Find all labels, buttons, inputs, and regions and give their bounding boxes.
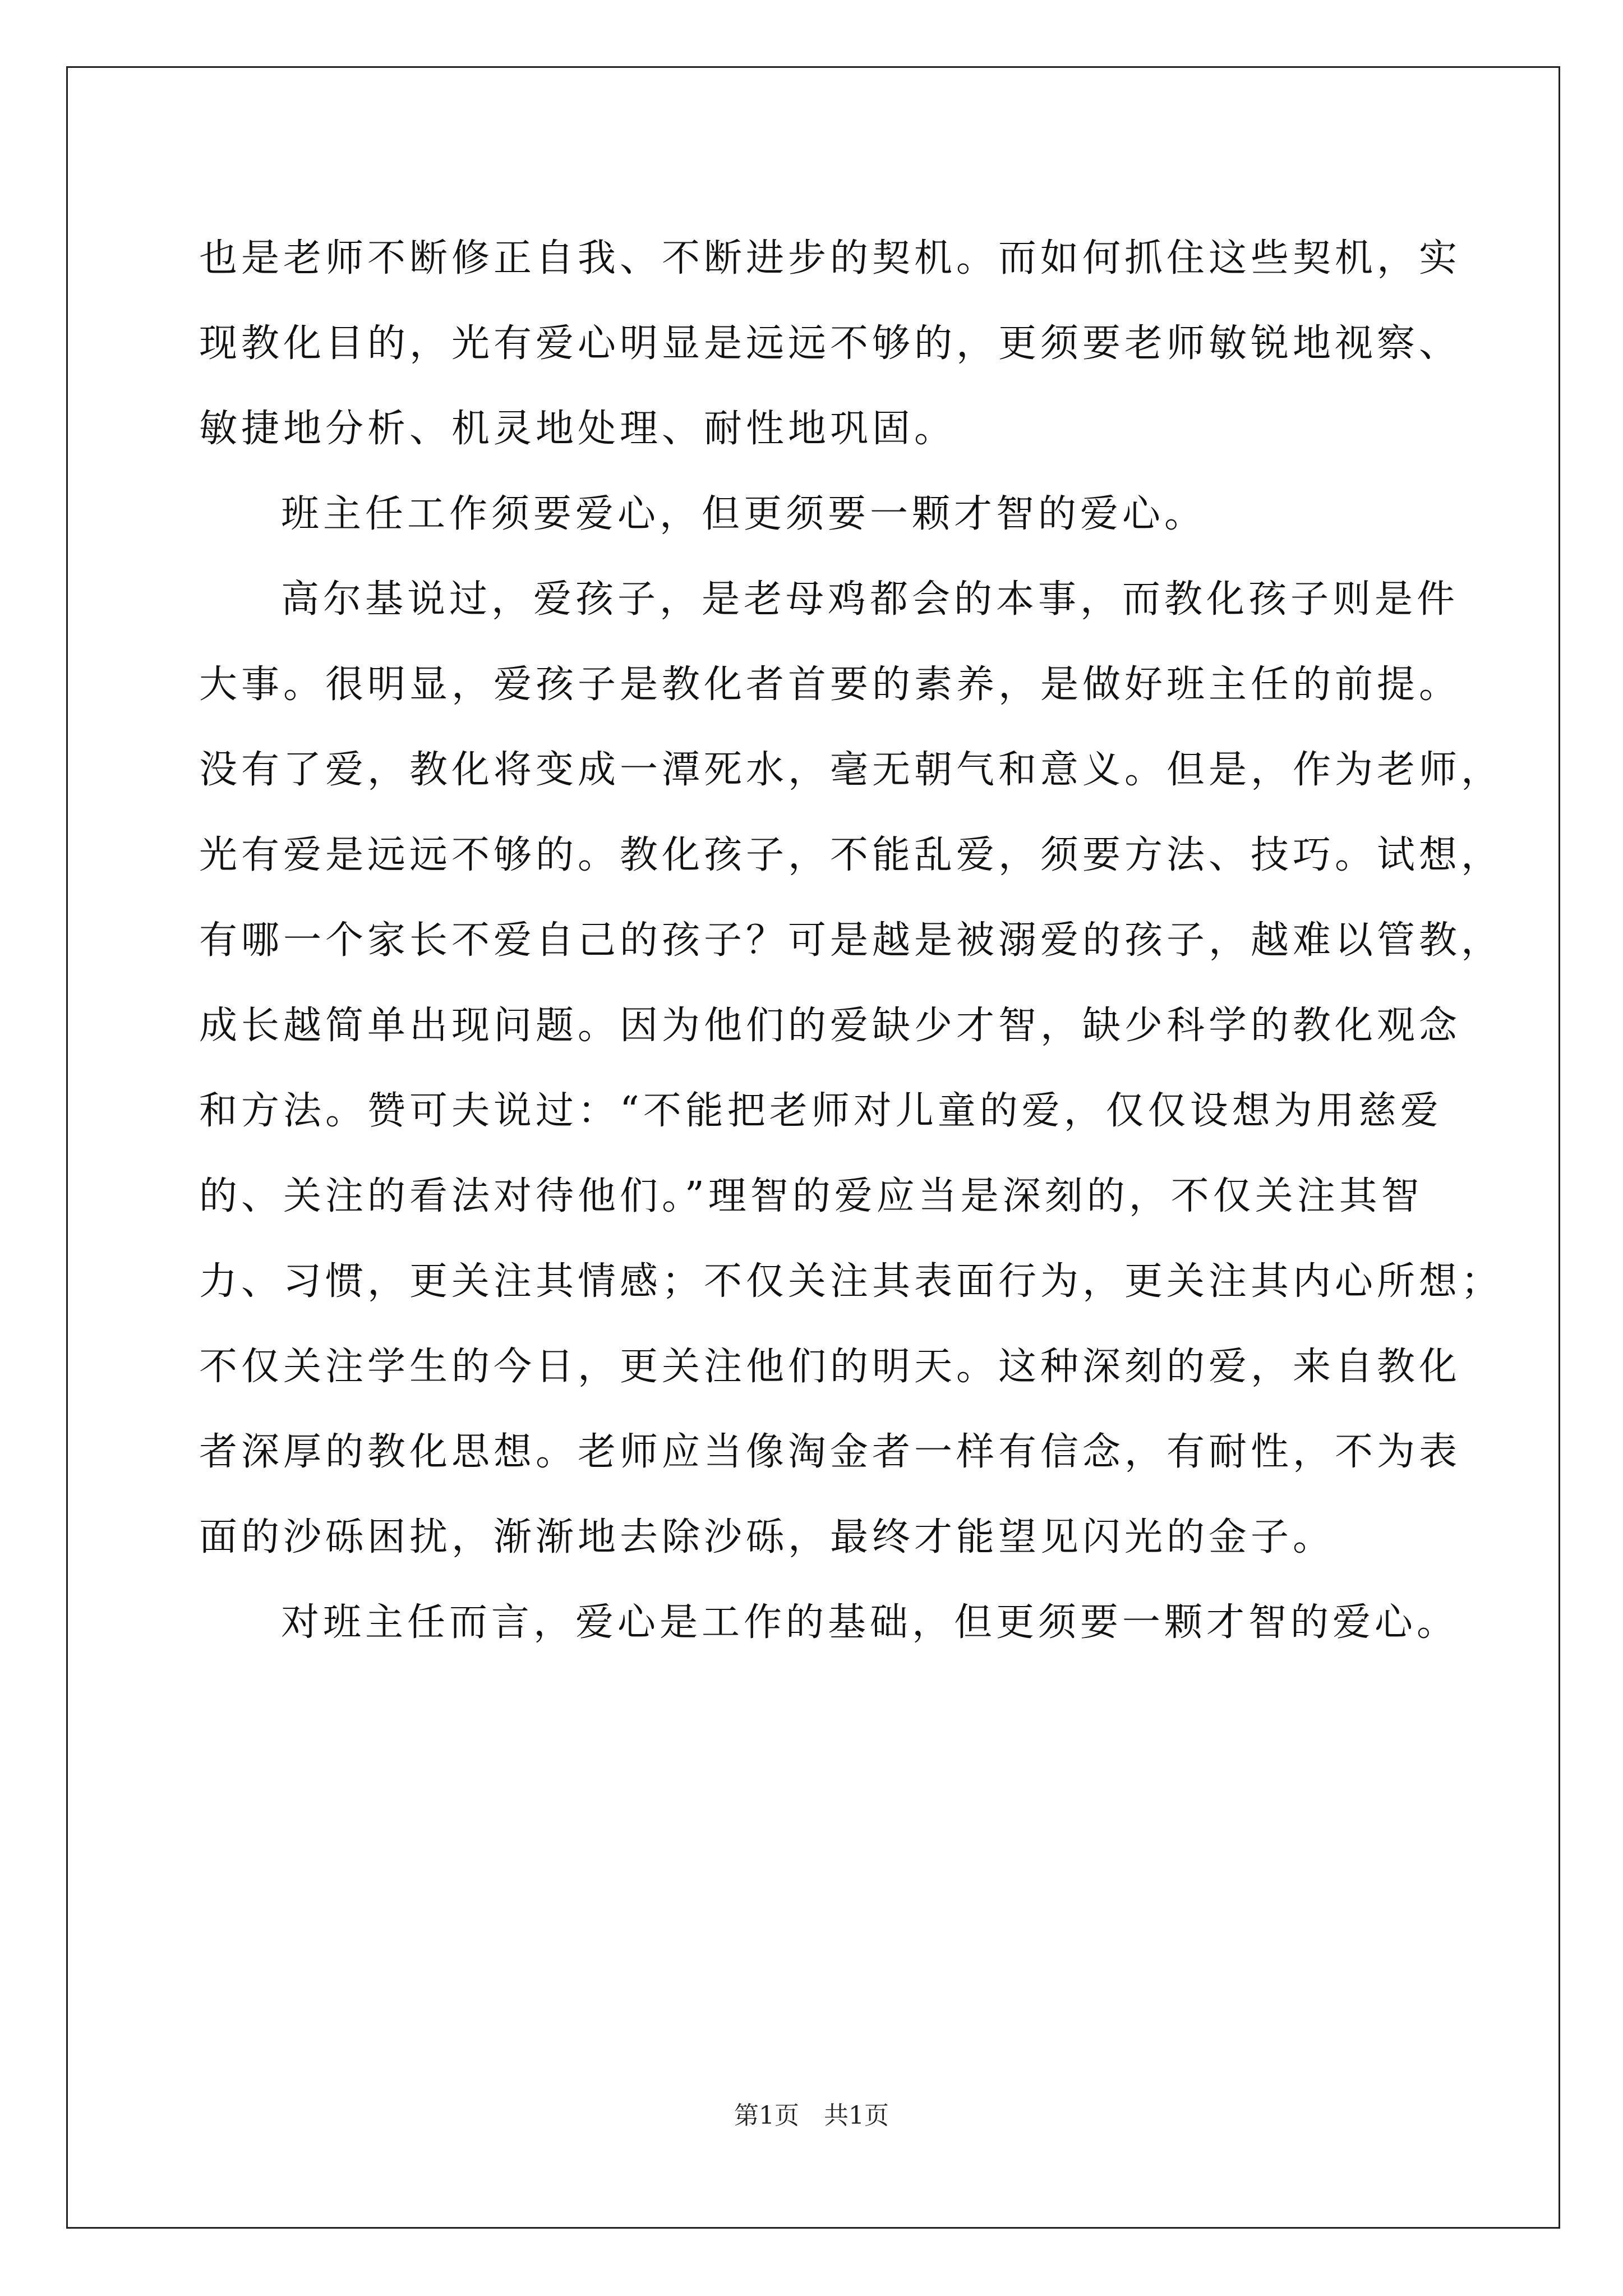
- document-body: [199, 216, 1504, 1665]
- text-line: 大事。很明显，爱孩子是教化者首要的素养，是做好班主任的前提。: [199, 662, 1461, 707]
- text-line: 光有爱是远远不够的。教化孩子，不能乱爱，须要方法、技巧。试想，: [199, 833, 1504, 877]
- paragraph-first-line: 高尔基说过，爱孩子，是老母鸡都会的本事，而教化孩子则是件: [281, 577, 1459, 622]
- paragraph-first-line: 班主任工作须要爱心，但更须要一颗才智的爱心。: [281, 492, 1207, 536]
- text-line: 和方法。赞可夫说过：“不能把老师对儿童的爱，仅仅设想为用慈爱: [199, 1089, 1442, 1133]
- text-line: 也是老师不断修正自我、不断进步的契机。而如何抓住这些契机，实: [199, 236, 1461, 280]
- page-number-footer: 第1页 共1页: [734, 2101, 889, 2130]
- paragraph-first-line: 对班主任而言，爱心是工作的基础，但更须要一颗才智的爱心。: [281, 1600, 1459, 1645]
- text-line: 者深厚的教化思想。老师应当像淘金者一样有信念，有耐性，不为表: [199, 1430, 1461, 1474]
- text-line: 有哪一个家长不爱自己的孩子？可是越是被溺爱的孩子，越难以管教，: [199, 918, 1504, 963]
- text-line: 没有了爱，教化将变成一潭死水，毫无朝气和意义。但是，作为老师，: [199, 748, 1504, 792]
- text-line: 面的沙砾困扰，渐渐地去除沙砾，最终才能望见闪光的金子。: [199, 1515, 1335, 1559]
- text-line: 力、习惯，更关注其情感；不仅关注其表面行为，更关注其内心所想；: [199, 1259, 1504, 1304]
- text-line: 敏捷地分析、机灵地处理、耐性地巩固。: [199, 407, 957, 451]
- text-line: 不仅关注学生的今日，更关注他们的明天。这种深刻的爱，来自教化: [199, 1345, 1461, 1389]
- text-line: 的、关注的看法对待他们。”理智的爱应当是深刻的，不仅关注其智: [199, 1174, 1423, 1218]
- text-line: 成长越简单出现问题。因为他们的爱缺少才智，缺少科学的教化观念: [199, 1004, 1461, 1048]
- text-line: 现教化目的，光有爱心明显是远远不够的，更须要老师敏锐地视察、: [199, 321, 1461, 366]
